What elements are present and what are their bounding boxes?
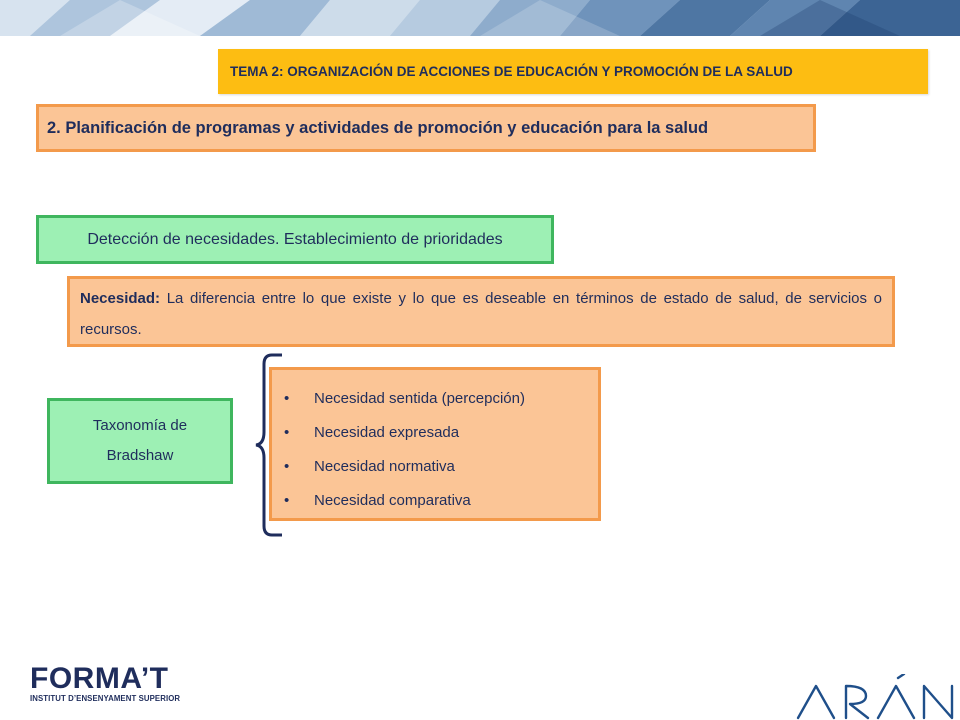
list-item-label: Necesidad normativa (314, 458, 455, 475)
list-item (284, 416, 598, 450)
bullet-icon: • (284, 390, 290, 407)
formt-logo-subtitle: INSTITUT D’ENSENYAMENT SUPERIOR (30, 694, 181, 703)
bullet-icon: • (284, 492, 290, 509)
list-item (284, 484, 598, 518)
bradshaw-list-box (269, 367, 601, 521)
deteccion-label: Detección de necesidades. Establecimiento de prioridades (87, 230, 503, 248)
deteccion-box (36, 215, 554, 264)
section-title: 2. Planificación de programas y actividades de promoción y educación para la salud (47, 118, 709, 137)
necesidad-term: Necesidad: (80, 290, 161, 307)
tema-banner (218, 49, 928, 94)
list-item-label: Necesidad expresada (314, 424, 460, 441)
necesidad-definition-box (67, 276, 895, 347)
header-banner (0, 0, 960, 36)
bullet-icon: • (284, 424, 290, 441)
aran-logo (794, 674, 960, 720)
section-title-box (36, 104, 816, 152)
necesidad-definition: La diferencia entre lo que existe y lo que es deseable en términos de estado de salud, de servicios o recursos. (80, 290, 882, 338)
list-item (284, 382, 598, 416)
taxonomia-label: Taxonomía de Bradshaw (92, 417, 188, 464)
taxonomia-box (47, 398, 233, 484)
bradshaw-list (284, 382, 598, 518)
formt-logo-name: FORMA’T (30, 662, 169, 695)
bullet-icon: • (284, 458, 290, 475)
tema-title: TEMA 2: ORGANIZACIÓN DE ACCIONES DE EDUCACIÓN Y PROMOCIÓN DE LA SALUD (230, 64, 793, 79)
list-item-label: Necesidad comparativa (314, 492, 471, 509)
list-item (284, 450, 598, 484)
formt-logo (30, 664, 200, 704)
list-item-label: Necesidad sentida (percepción) (314, 390, 525, 407)
